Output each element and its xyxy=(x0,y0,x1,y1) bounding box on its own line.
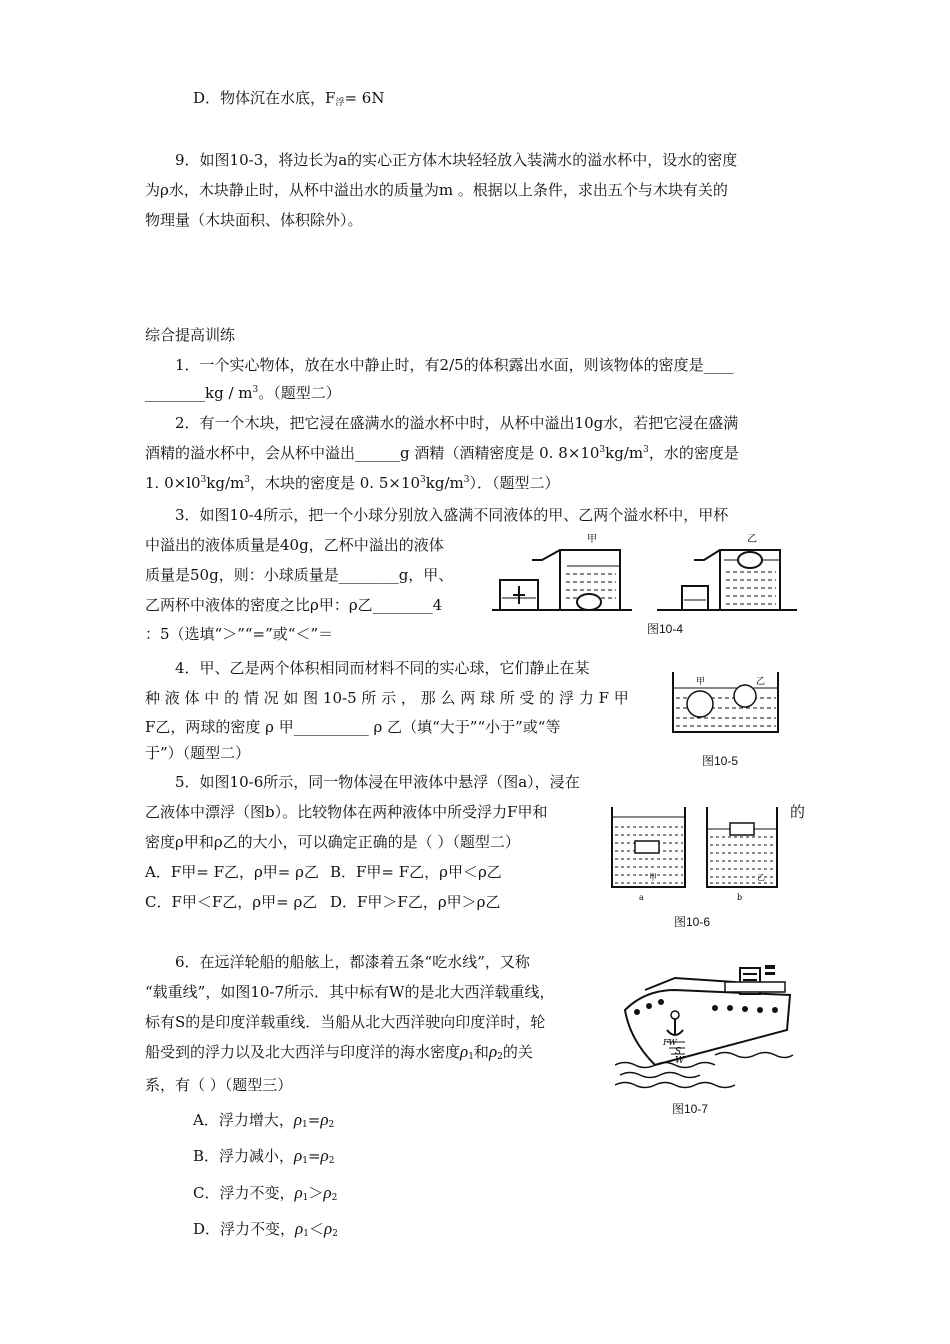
fig-label-jia: 甲 xyxy=(649,873,657,882)
rho-symbol: ρ xyxy=(294,1183,303,1202)
text: kg/m xyxy=(425,474,464,492)
text: ）．（题型二） xyxy=(469,474,560,492)
figure-10-5 xyxy=(668,670,783,745)
ball-yi xyxy=(734,685,756,707)
option-text: C．浮力不变， xyxy=(193,1184,295,1202)
subscript: 1 xyxy=(468,1052,474,1062)
fig-label-b: b xyxy=(737,893,743,902)
subscript: 1 xyxy=(302,1193,309,1203)
p1-unit: ________kg / m xyxy=(145,384,253,402)
superscript: 3 xyxy=(463,475,470,485)
relation: = xyxy=(307,1147,321,1165)
subscript: 2 xyxy=(328,1120,335,1130)
rho-symbol: ρ xyxy=(323,1219,333,1238)
fig-label-yi: 乙 xyxy=(747,534,757,545)
p3-line-1: 3．如图10-4所示，把一个小球分别放入盛满不同液体的甲、乙两个溢水杯中，甲杯 xyxy=(175,506,729,524)
text: kg/m xyxy=(605,444,644,462)
p5-line-2: 乙液体中漂浮（图b）。比较物体在两种液体中所受浮力F甲和 xyxy=(145,803,548,821)
caption-10-5: 图10-5 xyxy=(702,754,739,768)
text: 船受到的浮力以及北大西洋与印度洋的海水密度 xyxy=(145,1043,461,1061)
p1-type: 。（题型二） xyxy=(258,384,341,402)
superscript: 3 xyxy=(599,445,606,455)
text: 酒精的溢水杯中，会从杯中溢出______g 酒精（酒精密度是 0. 8×10 xyxy=(145,444,600,462)
superscript: 3 xyxy=(244,475,250,485)
p6-line-3: 标有S的是印度洋载重线．当船从北大西洋驶向印度洋时，轮 xyxy=(145,1013,546,1031)
p6-option-d xyxy=(193,1219,338,1242)
subscript: 1 xyxy=(302,1120,308,1130)
fig-label-a: a xyxy=(639,893,644,902)
p3-line-2: 中溢出的液体质量是40g，乙杯中溢出的液体 xyxy=(145,536,444,554)
q9-line-1: 9．如图10-3，将边长为a的实心正方体木块轻轻放入装满水的溢水杯中，设水的密度 xyxy=(175,151,738,169)
subscript: 2 xyxy=(328,1156,335,1166)
p4-line-2: 种 液 体 中 的 情 况 如 图 10-5 所 示 ， 那 么 两 球 所 受 的 浮 力 F 甲 xyxy=(145,689,629,707)
p5-line-3: 密度ρ甲和ρ乙的大小，可以确定正确的是（ ）（题型二） xyxy=(145,833,520,851)
p6-line-2: “载重线”，如图10-7所示．其中标有W的是北大西洋载重线， xyxy=(145,983,555,1001)
rho-symbol: ρ xyxy=(320,1146,329,1165)
p5-line-1: 5．如图10-6所示，同一物体浸在甲液体中悬浮（图a），浸在 xyxy=(175,773,580,791)
relation: ＜ xyxy=(308,1220,324,1238)
p6-line-4 xyxy=(145,1042,533,1065)
subscript: 2 xyxy=(331,1193,338,1203)
p5-option-b: B．F甲= F乙，ρ甲＜ρ乙 xyxy=(330,863,502,881)
figure-10-4 xyxy=(492,530,812,615)
object-in-jia xyxy=(635,841,659,853)
subscript: 1 xyxy=(302,1156,308,1166)
p3-line-4: 乙两杯中液体的密度之比ρ甲：ρ乙________4 xyxy=(145,596,443,614)
text: kg/m xyxy=(206,474,245,492)
fig-label-yi: 乙 xyxy=(756,677,766,687)
option-text: A．浮力增大， xyxy=(193,1111,294,1129)
p5-option-d: D．F甲＞F乙，ρ甲＞ρ乙 xyxy=(330,893,501,911)
object-in-yi xyxy=(730,823,754,835)
p4-line-4: 于”）（题型二） xyxy=(145,744,251,762)
text: 和 xyxy=(473,1043,489,1061)
rho-symbol: ρ xyxy=(488,1042,498,1061)
rho-symbol: ρ xyxy=(294,1146,303,1165)
relation: = xyxy=(307,1111,321,1129)
p5-option-a: A．F甲= F乙，ρ甲= ρ乙 xyxy=(145,863,319,881)
q8-option-d xyxy=(193,88,384,111)
overflow-cup-jia xyxy=(492,550,632,610)
ball-jia xyxy=(687,691,713,717)
relation: ＞ xyxy=(308,1184,324,1202)
superscript: 3 xyxy=(643,445,649,455)
p6-line-5: 系，有（ ）（题型三） xyxy=(145,1076,293,1094)
p4-line-1: 4．甲、乙是两个体积相同而材料不同的实心球，它们静止在某 xyxy=(175,659,590,677)
text: 1. 0×l0 xyxy=(145,474,201,492)
fig-label-yi: 乙 xyxy=(757,873,765,882)
q9-line-3: 物理量（木块面积、体积除外）。 xyxy=(145,211,363,229)
p6-line-1: 6．在远洋轮船的船舷上，都漆着五条“吃水线”，又称 xyxy=(175,953,530,971)
superscript: 3 xyxy=(252,385,259,395)
superscript: 3 xyxy=(200,475,207,485)
p2-line-3 xyxy=(145,473,560,496)
p2-line-2 xyxy=(145,443,739,466)
p2-line-1: 2．有一个木块，把它浸在盛满水的溢水杯中时，从杯中溢出10g水，若把它浸在盛满 xyxy=(175,414,739,432)
text: 的关 xyxy=(502,1043,533,1061)
p1-line-1: 1．一个实心物体，放在水中静止时，有2/5的体积露出水面，则该物体的密度是____ xyxy=(175,356,734,374)
rho-symbol: ρ xyxy=(293,1110,303,1129)
fig-label-w: W xyxy=(675,1056,685,1066)
q8-option-d-value: = 6N xyxy=(344,89,385,107)
subscript: 2 xyxy=(497,1052,503,1062)
rho-symbol: ρ xyxy=(460,1042,469,1061)
caption-10-7: 图10-7 xyxy=(672,1102,709,1116)
subscript: 1 xyxy=(303,1229,309,1239)
fig-label-s: S xyxy=(675,1047,682,1057)
rho-symbol: ρ xyxy=(295,1219,304,1238)
figure-10-6 xyxy=(607,805,782,905)
p6-option-a xyxy=(193,1110,334,1133)
fig-label-jia: 甲 xyxy=(696,677,706,687)
text: ，木块的密度是 0. 5×10 xyxy=(249,474,421,492)
caption-10-6: 图10-6 xyxy=(674,915,711,929)
caption-10-4: 图10-4 xyxy=(647,622,684,636)
section-title: 综合提高训练 xyxy=(145,326,236,344)
overflow-cup-yi xyxy=(657,550,797,610)
text: ，水的密度是 xyxy=(648,444,739,462)
fig-label-jia: 甲 xyxy=(587,534,597,545)
p3-line-3: 质量是50g，则：小球质量是________g，甲、 xyxy=(145,566,454,584)
q9-line-2: 为ρ水，木块静止时，从杯中溢出水的质量为m 。根据以上条件，求出五个与木块有关的 xyxy=(145,181,728,199)
p4-line-3: F乙，两球的密度 ρ 甲__________ ρ 乙（填“大于”“小于”或“等 xyxy=(145,718,561,736)
p5-option-c: C．F甲＜F乙，ρ甲= ρ乙 xyxy=(145,893,318,911)
option-text: D．浮力不变， xyxy=(193,1220,296,1238)
q8-option-d-text: D．物体沉在水底，F xyxy=(193,89,336,107)
figure-10-7-ship xyxy=(615,960,795,1095)
p1-line-2 xyxy=(145,383,341,406)
p6-option-b xyxy=(193,1146,334,1169)
subscript: 浮 xyxy=(335,98,345,108)
p5-line-2-tail: 的 xyxy=(790,803,806,821)
fig-label-fw: FW xyxy=(663,1038,677,1047)
p6-option-c xyxy=(193,1183,337,1206)
option-text: B．浮力减小， xyxy=(193,1147,295,1165)
p3-line-5: ：5（选填“＞”“=”或“＜”＝ xyxy=(145,625,334,643)
rho-symbol: ρ xyxy=(323,1183,332,1202)
subscript: 2 xyxy=(332,1229,338,1239)
superscript: 3 xyxy=(420,475,426,485)
rho-symbol: ρ xyxy=(320,1110,329,1129)
